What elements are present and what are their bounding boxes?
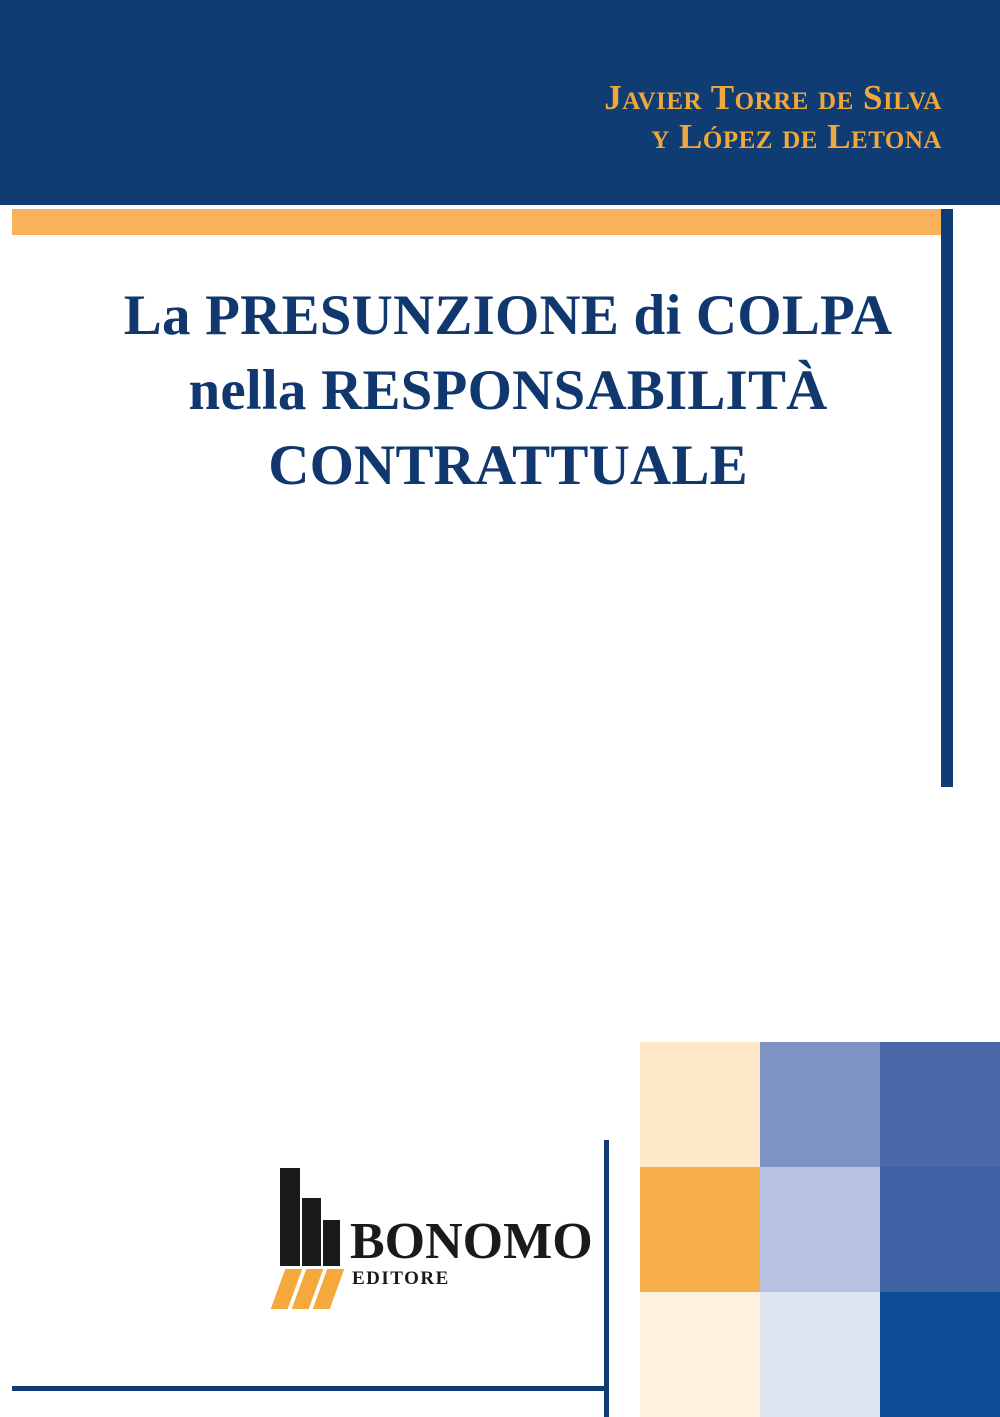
title-line-3: CONTRATTUALE — [268, 434, 748, 498]
publisher-logo — [272, 1168, 593, 1318]
mosaic-cell — [640, 1292, 760, 1417]
mosaic-cell — [640, 1042, 760, 1167]
publisher-subtitle: EDITORE — [352, 1268, 450, 1289]
logo-bar-short — [323, 1220, 340, 1266]
mosaic-cell — [760, 1292, 880, 1417]
mosaic-cell — [880, 1292, 1000, 1417]
author-name-line-2: y López de Letona — [651, 117, 942, 157]
mosaic-cell — [880, 1042, 1000, 1167]
logo-bar-mid — [302, 1198, 321, 1266]
right-vertical-rule — [941, 209, 953, 787]
decorative-mosaic — [640, 1042, 1000, 1417]
book-title — [90, 278, 926, 504]
logo-slashes — [272, 1269, 362, 1311]
publisher-name: BONOMO — [350, 1213, 593, 1270]
author-block — [604, 78, 942, 156]
mosaic-cell — [760, 1167, 880, 1292]
frame-vertical-line — [604, 1140, 609, 1417]
logo-bar-tall — [280, 1168, 300, 1266]
mosaic-cell — [880, 1167, 1000, 1292]
title-line-1: La PRESUNZIONE di COLPA — [123, 284, 893, 347]
mosaic-cell — [640, 1167, 760, 1292]
book-bars-logo-icon — [272, 1168, 342, 1283]
mosaic-cell — [760, 1042, 880, 1167]
orange-divider — [12, 209, 944, 235]
title-line-2: nella RESPONSABILITÀ — [188, 359, 828, 423]
frame-horizontal-line — [12, 1386, 604, 1391]
author-name-line-1: Javier Torre de Silva — [604, 78, 942, 117]
